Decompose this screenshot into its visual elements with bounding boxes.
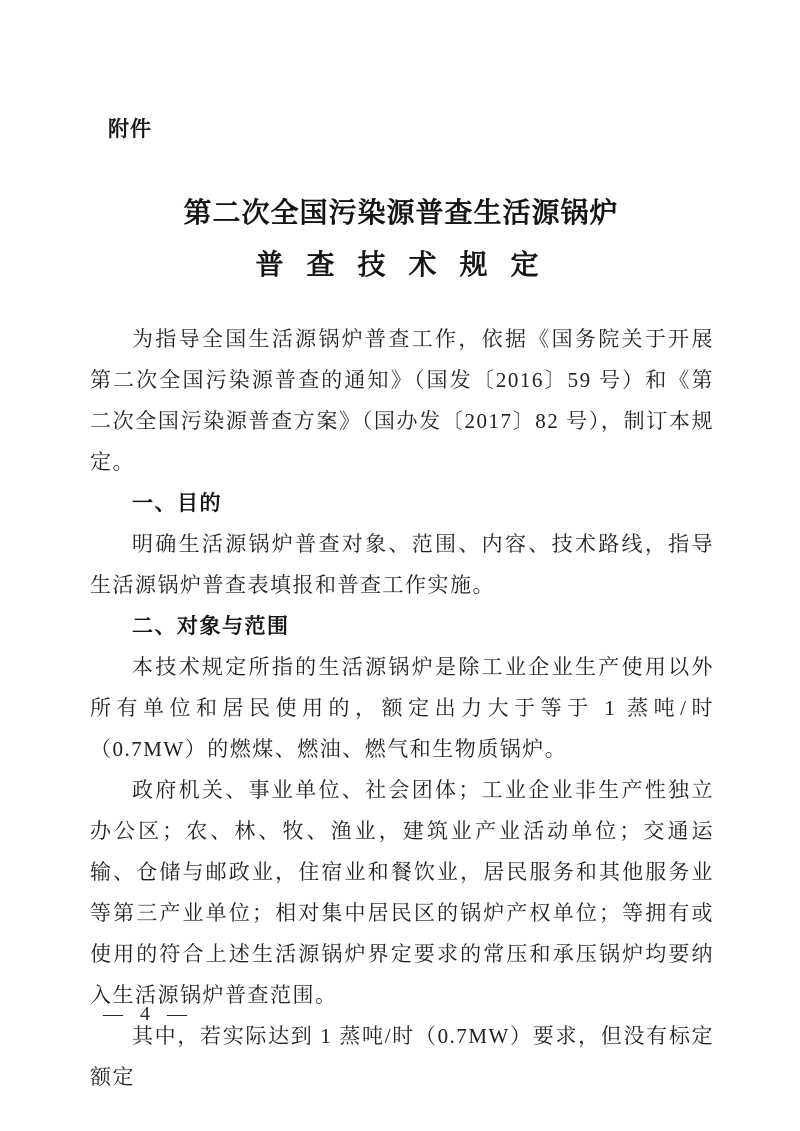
document-title-line2: 普 查 技 术 规 定 [255, 250, 547, 281]
document-title [90, 188, 712, 292]
section-heading: 一、目的 [132, 492, 222, 515]
attachment-label: 附件 [108, 117, 152, 141]
section-heading: 二、对象与范围 [132, 615, 290, 638]
paragraph: 明确生活源锅炉普查对象、范围、内容、技术路线，指导生活源锅炉普查表填报和普查工作实施。 [90, 532, 714, 597]
document-body [90, 319, 714, 1098]
paragraph: 政府机关、事业单位、社会团体；工业企业非生产性独立办公区；农、林、牧、渔业，建筑业产业活动单位；交通运输、仓储与邮政业，住宿业和餐饮业，居民服务和其他服务业等第三产业单位；相对集中居民区的锅炉产权单位；等拥有或使用的符合上述生活源锅炉界定要求的常压和承压锅炉均要纳入生活源锅炉普查范围。 [90, 778, 714, 1007]
paragraph: 其中，若实际达到 1 蒸吨/时（0.7MW）要求，但没有标定额定 [90, 1024, 714, 1089]
paragraph: 本技术规定所指的生活源锅炉是除工业企业生产使用以外所有单位和居民使用的，额定出力大于等于 1 蒸吨/时（0.7MW）的燃煤、燃油、燃气和生物质锅炉。 [90, 655, 714, 761]
document-title-line1: 第二次全国污染源普查生活源锅炉 [183, 198, 619, 229]
paragraph: 为指导全国生活源锅炉普查工作，依据《国务院关于开展第二次全国污染源普查的通知》（国发〔2016〕59 号）和《第二次全国污染源普查方案》（国办发〔2017〕82 号），制订本规定。 [90, 327, 714, 474]
page-number: — 4 — [103, 1003, 193, 1025]
